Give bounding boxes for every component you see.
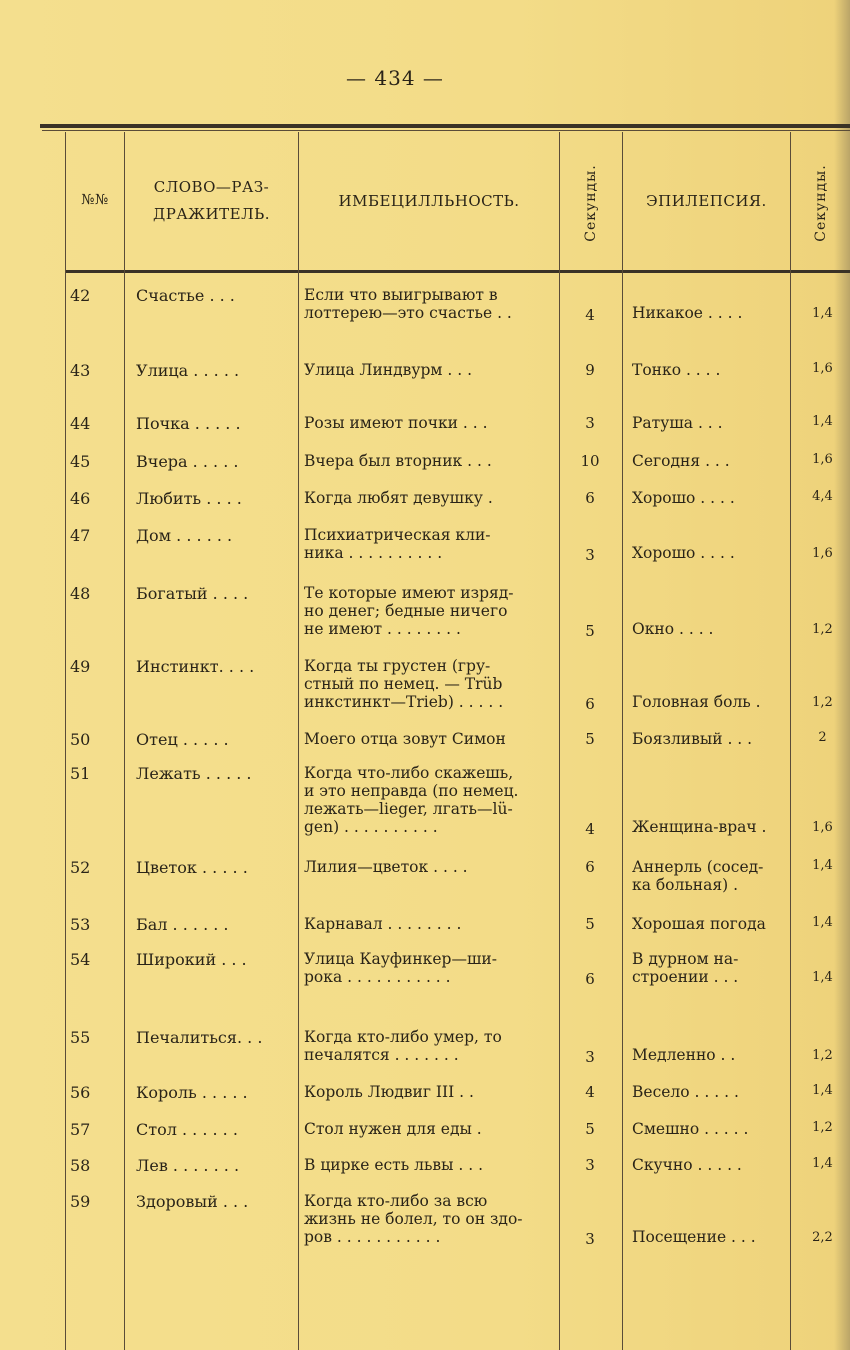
table-top-rule-thin	[42, 130, 850, 131]
imbecility-seconds: 4	[585, 820, 595, 838]
imbecility-response	[304, 1156, 554, 1174]
imbecility-response-line: рока . . . . . . . . . . .	[304, 968, 451, 986]
imbecility-seconds: 3	[585, 1048, 595, 1066]
row-number: 53	[70, 915, 91, 934]
header-imbecility: ИМБЕЦИЛЛЬНОСТЬ.	[338, 191, 520, 210]
imbecility-response	[304, 730, 554, 748]
imbecility-seconds: 5	[585, 915, 595, 933]
imbecility-seconds: 3	[585, 1156, 595, 1174]
epilepsy-response	[632, 544, 787, 562]
epilepsy-response-line: Тонко . . . .	[632, 361, 721, 379]
header-bottom-rule	[65, 270, 850, 273]
epilepsy-response	[632, 361, 787, 379]
imbecility-response	[304, 286, 554, 322]
imbecility-response-line: Когда что-либо скажешь,	[304, 764, 514, 782]
imbecility-seconds: 6	[585, 970, 595, 988]
epilepsy-response-line: Посещение . . .	[632, 1228, 756, 1246]
epilepsy-response	[632, 1046, 787, 1064]
epilepsy-response	[632, 1228, 787, 1246]
imbecility-response	[304, 414, 554, 432]
imbecility-response	[304, 452, 554, 470]
stimulus-word: Счастье . . .	[136, 286, 235, 305]
row-number: 43	[70, 361, 91, 380]
stimulus-word: Дом . . . . . .	[136, 526, 233, 545]
header-seconds-1	[560, 140, 622, 266]
imbecility-response-line: Когда любят девушку .	[304, 489, 493, 507]
epilepsy-response-line: Сегодня . . .	[632, 452, 730, 470]
imbecility-response-line: Когда ты грустен (гру-	[304, 657, 491, 675]
epilepsy-seconds: 2,2	[812, 1230, 833, 1245]
epilepsy-response-line: Ратуша . . .	[632, 414, 723, 432]
imbecility-response	[304, 657, 554, 711]
epilepsy-seconds: 1,2	[812, 695, 833, 710]
imbecility-response-line: Улица Линдвурм . . .	[304, 361, 473, 379]
imbecility-response-line: Когда кто-либо умер, то	[304, 1028, 502, 1046]
epilepsy-response	[632, 950, 787, 986]
imbecility-response-line: лежать—lieger, лгать—lü-	[304, 800, 513, 818]
imbecility-response-line: и это неправда (по немец.	[304, 782, 519, 800]
epilepsy-seconds: 1,6	[812, 820, 833, 835]
row-number: 45	[70, 452, 91, 471]
header-seconds-2	[791, 140, 850, 266]
imbecility-response-line: Розы имеют почки . . .	[304, 414, 488, 432]
epilepsy-seconds: 1,2	[812, 1048, 833, 1063]
epilepsy-response-line: Медленно . .	[632, 1046, 736, 1064]
imbecility-response	[304, 584, 554, 638]
imbecility-response-line: жизнь не болел, то он здо-	[304, 1210, 523, 1228]
epilepsy-response	[632, 858, 787, 894]
imbecility-response-line: Когда кто-либо за всю	[304, 1192, 488, 1210]
header-stimulus-word	[125, 132, 298, 270]
imbecility-seconds: 6	[585, 695, 595, 713]
row-number: 51	[70, 764, 91, 783]
imbecility-seconds: 3	[585, 546, 595, 564]
imbecility-response-line: Улица Кауфинкер—ши-	[304, 950, 497, 968]
epilepsy-response	[632, 693, 787, 711]
imbecility-response-line: стный по немец. — Trüb	[304, 675, 503, 693]
imbecility-response	[304, 950, 554, 986]
imbecility-seconds: 10	[580, 452, 600, 470]
column-divider	[790, 132, 791, 1350]
epilepsy-response-line: Женщина-врач .	[632, 818, 767, 836]
imbecility-seconds: 6	[585, 489, 595, 507]
stimulus-word: Стол . . . . . .	[136, 1120, 238, 1139]
column-divider	[65, 132, 66, 1350]
imbecility-response-line: Психиатрическая кли-	[304, 526, 491, 544]
page-number: — 434 —	[346, 66, 444, 90]
epilepsy-response	[632, 730, 787, 748]
stimulus-word: Здоровый . . .	[136, 1192, 249, 1211]
epilepsy-seconds: 1,6	[812, 361, 833, 376]
epilepsy-response-line: Хорошая погода	[632, 915, 766, 933]
stimulus-word: Цветок . . . . .	[136, 858, 248, 877]
epilepsy-response	[632, 620, 787, 638]
epilepsy-seconds: 1,4	[812, 414, 833, 429]
column-divider	[124, 132, 125, 1350]
imbecility-response-line: gen) . . . . . . . . . .	[304, 818, 438, 836]
stimulus-word: Печалиться. . .	[136, 1028, 263, 1047]
column-divider	[298, 132, 299, 1350]
imbecility-response-line: Те которые имеют изряд-	[304, 584, 514, 602]
imbecility-response-line: Вчера был вторник . . .	[304, 452, 492, 470]
imbecility-seconds: 9	[585, 361, 595, 379]
stimulus-word: Широкий . . .	[136, 950, 247, 969]
epilepsy-response	[632, 452, 787, 470]
imbecility-response	[304, 858, 554, 876]
epilepsy-response-line: ка больная) .	[632, 876, 739, 894]
epilepsy-response	[632, 1156, 787, 1174]
imbecility-seconds: 5	[585, 730, 595, 748]
epilepsy-response-line: Скучно . . . . .	[632, 1156, 742, 1174]
stimulus-word: Богатый . . . .	[136, 584, 249, 603]
epilepsy-response	[632, 1120, 787, 1138]
row-number: 47	[70, 526, 91, 545]
imbecility-response	[304, 1120, 554, 1138]
imbecility-response-line: Король Людвиг III . .	[304, 1083, 474, 1101]
imbecility-response	[304, 489, 554, 507]
row-number: 48	[70, 584, 91, 603]
imbecility-response-line: ника . . . . . . . . . .	[304, 544, 443, 562]
imbecility-response	[304, 764, 554, 836]
table-top-rule	[40, 124, 850, 128]
row-number: 42	[70, 286, 91, 305]
header-word-line1: СЛОВО—РАЗ-	[153, 178, 270, 196]
epilepsy-response-line: В дурном на-	[632, 950, 739, 968]
epilepsy-response-line: Окно . . . .	[632, 620, 714, 638]
epilepsy-seconds: 1,4	[812, 858, 833, 873]
imbecility-seconds: 4	[585, 306, 595, 324]
imbecility-seconds: 4	[585, 1083, 595, 1101]
epilepsy-response-line: Головная боль .	[632, 693, 761, 711]
imbecility-response	[304, 1192, 554, 1246]
imbecility-response-line: инкстинкт—Trieb) . . . . .	[304, 693, 504, 711]
stimulus-word: Вчера . . . . .	[136, 452, 239, 471]
epilepsy-seconds: 2	[818, 730, 827, 745]
imbecility-seconds: 3	[585, 414, 595, 432]
epilepsy-response-line: Весело . . . . .	[632, 1083, 739, 1101]
epilepsy-seconds: 1,4	[812, 970, 833, 985]
epilepsy-response	[632, 915, 787, 933]
imbecility-seconds: 3	[585, 1230, 595, 1248]
row-number: 57	[70, 1120, 91, 1139]
imbecility-response	[304, 1028, 554, 1064]
epilepsy-seconds: 1,4	[812, 306, 833, 321]
imbecility-response-line: Стол нужен для еды .	[304, 1120, 482, 1138]
epilepsy-response-line: строении . . .	[632, 968, 739, 986]
imbecility-response-line: ров . . . . . . . . . . .	[304, 1228, 441, 1246]
stimulus-word: Лежать . . . . .	[136, 764, 252, 783]
row-number: 49	[70, 657, 91, 676]
header-seconds-1-label: Секунды.	[583, 164, 599, 242]
imbecility-response-line: Лилия—цветок . . . .	[304, 858, 468, 876]
imbecility-response-line: лоттерею—это счастье . .	[304, 304, 512, 322]
row-number: 44	[70, 414, 91, 433]
imbecility-response-line: но денег; бедные ничего	[304, 602, 508, 620]
imbecility-response	[304, 526, 554, 562]
imbecility-response	[304, 1083, 554, 1101]
row-number: 56	[70, 1083, 91, 1102]
row-number: 59	[70, 1192, 91, 1211]
imbecility-response-line: Карнавал . . . . . . . .	[304, 915, 462, 933]
imbecility-seconds: 5	[585, 622, 595, 640]
epilepsy-response	[632, 818, 787, 836]
row-number: 54	[70, 950, 91, 969]
header-number: №№	[81, 192, 109, 209]
epilepsy-response-line: Смешно . . . . .	[632, 1120, 749, 1138]
row-number: 46	[70, 489, 91, 508]
epilepsy-response-line: Никакое . . . .	[632, 304, 743, 322]
epilepsy-response	[632, 489, 787, 507]
epilepsy-response-line: Хорошо . . . .	[632, 544, 735, 562]
epilepsy-seconds: 4,4	[812, 489, 833, 504]
imbecility-response-line: Моего отца зовут Симон	[304, 730, 506, 748]
stimulus-word: Любить . . . .	[136, 489, 242, 508]
imbecility-seconds: 6	[585, 858, 595, 876]
stimulus-word: Почка . . . . .	[136, 414, 241, 433]
imbecility-response-line: печалятся . . . . . . .	[304, 1046, 459, 1064]
epilepsy-response	[632, 304, 787, 322]
imbecility-response-line: не имеют . . . . . . . .	[304, 620, 461, 638]
row-number: 58	[70, 1156, 91, 1175]
stimulus-word: Отец . . . . .	[136, 730, 229, 749]
epilepsy-seconds: 1,6	[812, 452, 833, 467]
epilepsy-response-line: Хорошо . . . .	[632, 489, 735, 507]
epilepsy-seconds: 1,2	[812, 1120, 833, 1135]
row-number: 55	[70, 1028, 91, 1047]
stimulus-word: Инстинкт. . . .	[136, 657, 255, 676]
imbecility-response-line: Если что выигрывают в	[304, 286, 498, 304]
epilepsy-response-line: Боязливый . . .	[632, 730, 753, 748]
imbecility-response	[304, 361, 554, 379]
header-seconds-2-label: Секунды.	[812, 164, 829, 242]
row-number: 52	[70, 858, 91, 877]
imbecility-response	[304, 915, 554, 933]
row-number: 50	[70, 730, 91, 749]
epilepsy-seconds: 1,4	[812, 1083, 833, 1098]
stimulus-word: Улица . . . . .	[136, 361, 240, 380]
imbecility-seconds: 5	[585, 1120, 595, 1138]
imbecility-response-line: В цирке есть львы . . .	[304, 1156, 484, 1174]
epilepsy-response	[632, 1083, 787, 1101]
epilepsy-seconds: 1,4	[812, 915, 833, 930]
epilepsy-response-line: Аннерль (сосед-	[632, 858, 764, 876]
header-epilepsy: ЭПИЛЕПСИЯ.	[646, 191, 767, 210]
epilepsy-seconds: 1,2	[812, 622, 833, 637]
epilepsy-response	[632, 414, 787, 432]
stimulus-word: Король . . . . .	[136, 1083, 248, 1102]
stimulus-word: Бал . . . . . .	[136, 915, 229, 934]
epilepsy-seconds: 1,6	[812, 546, 833, 561]
epilepsy-seconds: 1,4	[812, 1156, 833, 1171]
header-word-line2: ДРАЖИТЕЛЬ.	[153, 205, 270, 223]
stimulus-word: Лев . . . . . . .	[136, 1156, 240, 1175]
